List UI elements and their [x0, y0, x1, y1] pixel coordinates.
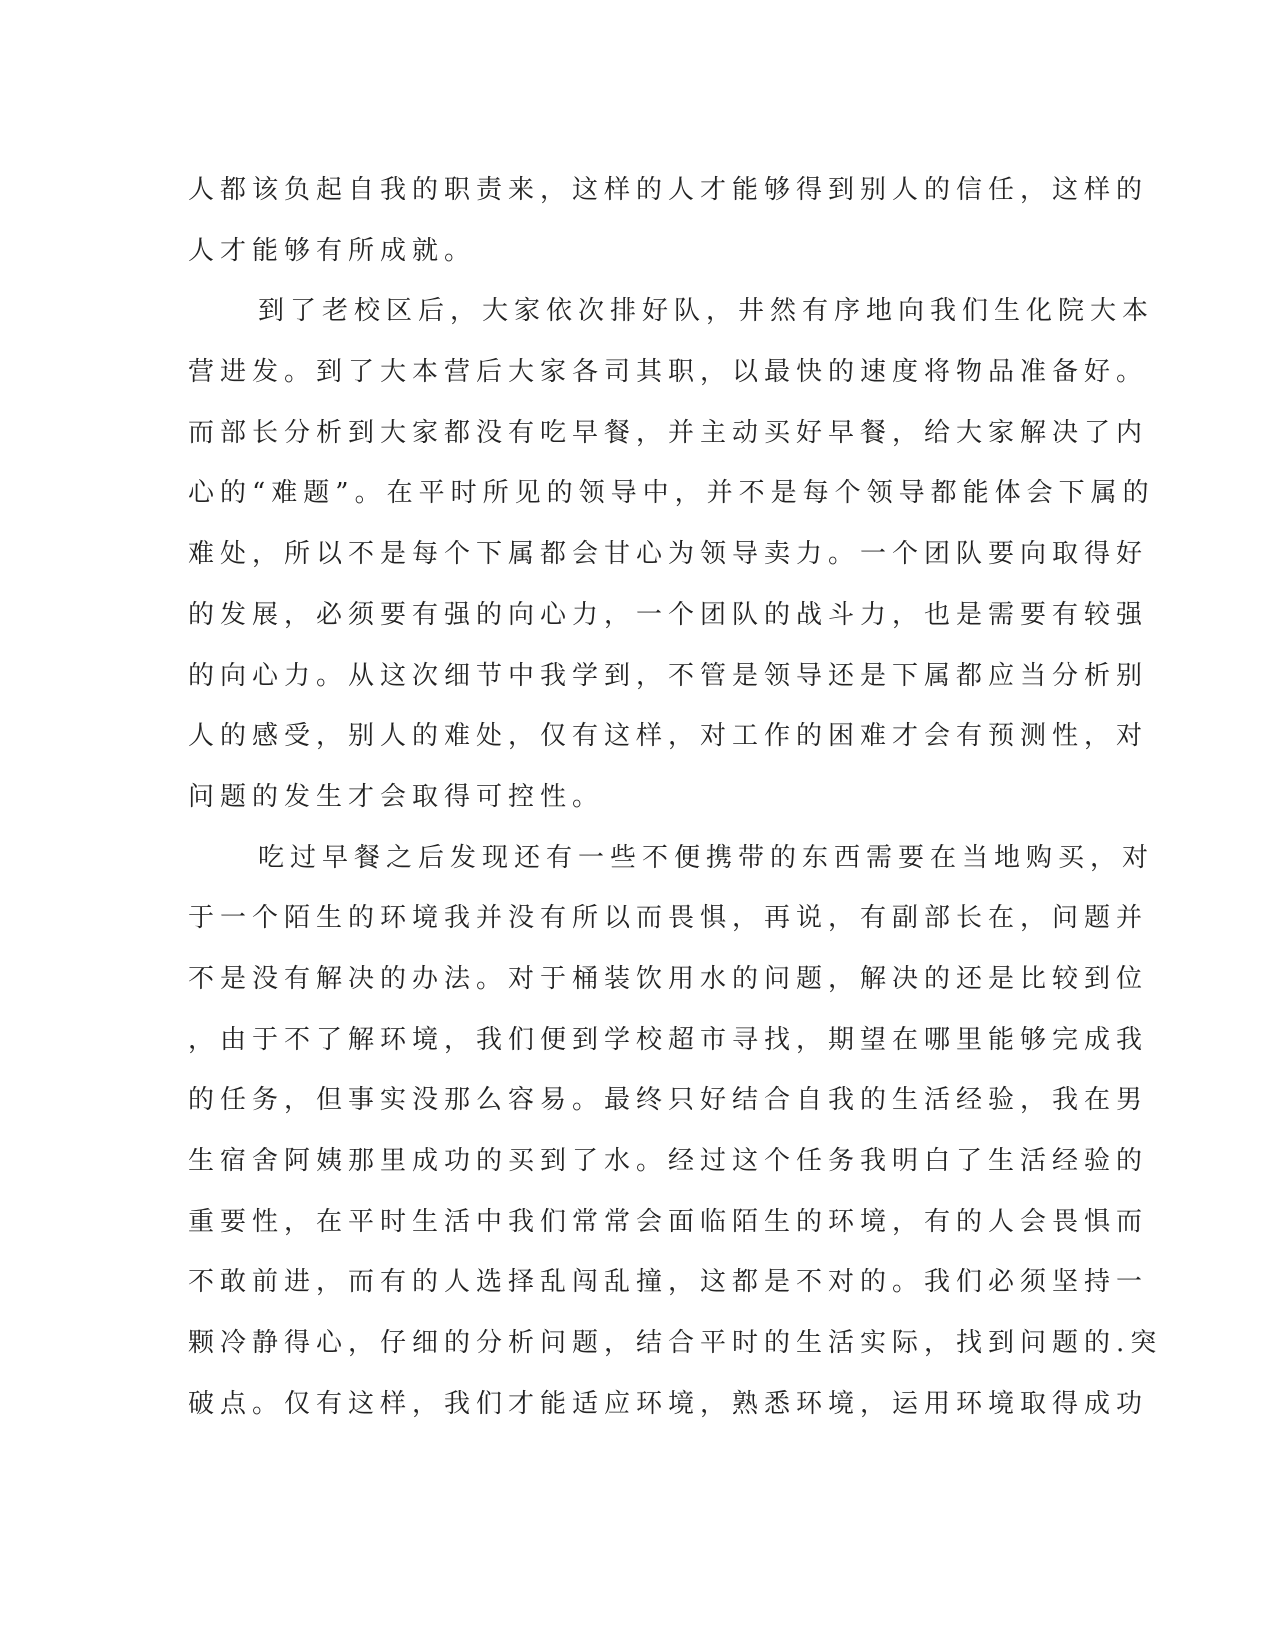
- text-line: 的向心力。从这次细节中我学到，不管是领导还是下属都应当分析别: [188, 660, 1149, 691]
- text-line: 破点。仅有这样，我们才能适应环境，熟悉环境，运用环境取得成功: [188, 1388, 1149, 1419]
- text-line: 心的“难题”。在平时所见的领导中，并不是每个领导都能体会下属的: [188, 478, 1155, 509]
- text-line: ，由于不了解环境，我们便到学校超市寻找，期望在哪里能够完成我: [188, 1024, 1149, 1055]
- text-line: 生宿舍阿姨那里成功的买到了水。经过这个任务我明白了生活经验的: [188, 1146, 1149, 1176]
- text-line: 难处，所以不是每个下属都会甘心为领导卖力。一个团队要向取得好: [188, 539, 1149, 570]
- text-line: 的任务，但事实没那么容易。最终只好结合自我的生活经验，我在男: [188, 1085, 1149, 1116]
- text-line: 问题的发生才会取得可控性。: [188, 781, 605, 812]
- body-text: [188, 160, 1163, 1434]
- text-line: 人才能够有所成就。: [188, 235, 477, 266]
- text-line: 营进发。到了大本营后大家各司其职，以最快的速度将物品准备好。: [188, 357, 1149, 388]
- text-line: 不是没有解决的办法。对于桶装饮用水的问题，解决的还是比较到位: [188, 963, 1149, 994]
- text-line: 于一个陌生的环境我并没有所以而畏惧，再说，有副部长在，问题并: [188, 903, 1149, 934]
- text-line: 人都该负起自我的职责来，这样的人才能够得到别人的信任，这样的: [188, 175, 1149, 205]
- text-line: 而部长分析到大家都没有吃早餐，并主动买好早餐，给大家解决了内: [188, 417, 1149, 448]
- text-line: 重要性，在平时生活中我们常常会面临陌生的环境，有的人会畏惧而: [188, 1206, 1149, 1237]
- paragraph-start-line: 到了老校区后，大家依次排好队，井然有序地向我们生化院大本: [258, 296, 1155, 327]
- paragraph-start-line: 吃过早餐之后发现还有一些不便携带的东西需要在当地购买，对: [258, 842, 1155, 873]
- text-line: 颗冷静得心，仔细的分析问题，结合平时的生活实际，找到问题的.突: [188, 1328, 1163, 1359]
- text-line: 不敢前进，而有的人选择乱闯乱撞，这都是不对的。我们必须坚持一: [188, 1267, 1149, 1298]
- text-line: 人的感受，别人的难处，仅有这样，对工作的困难才会有预测性，对: [188, 721, 1149, 752]
- text-line: 的发展，必须要有强的向心力，一个团队的战斗力，也是需要有较强: [188, 599, 1149, 630]
